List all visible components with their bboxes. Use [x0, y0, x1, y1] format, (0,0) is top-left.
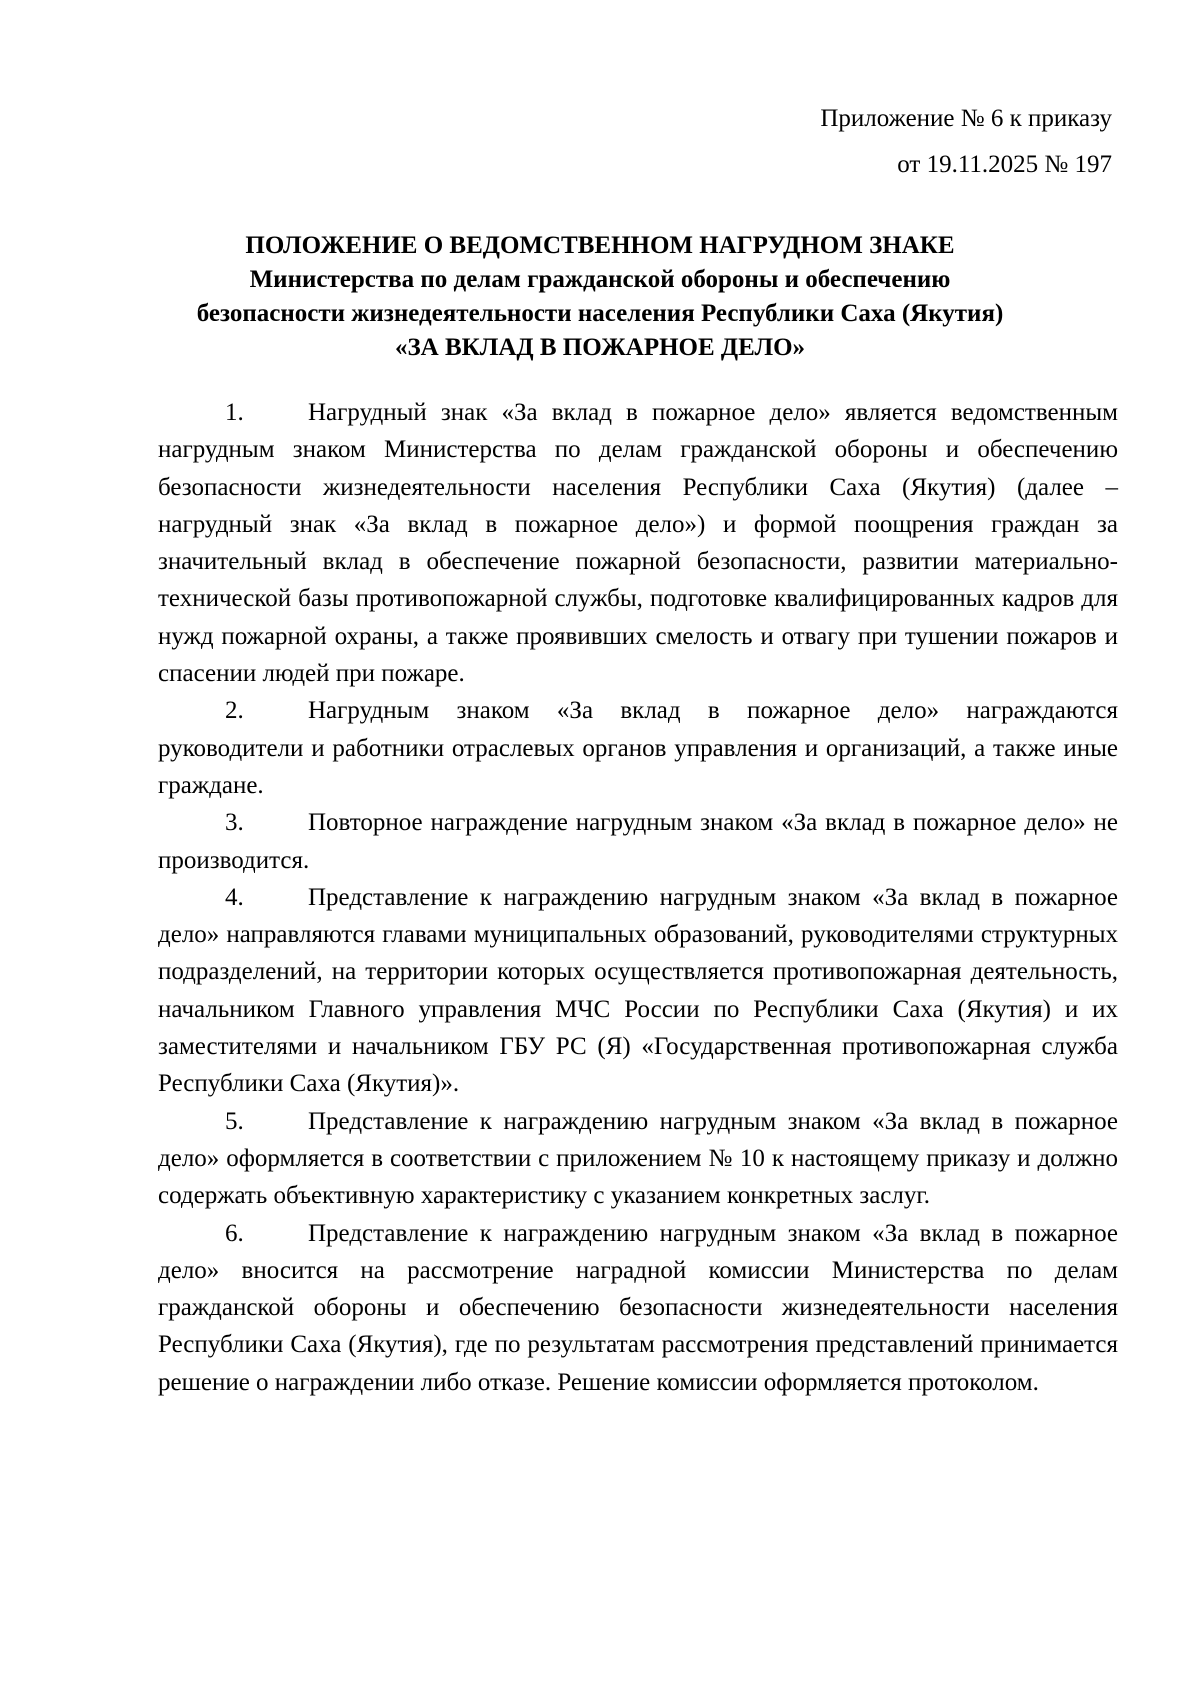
paragraph-text: Повторное награждение нагрудным знаком «За вклад в пожарное дело» не производится. — [158, 809, 1118, 874]
paragraph-number: 2. — [225, 697, 244, 725]
paragraph-text: Нагрудный знак «За вклад в пожарное дело» является ведомственным нагрудным знаком Министерства по делам гражданской обороны и обеспечению безопасности жизнедеятельности населения Республики Саха (Якутия) (далее – нагрудный знак «За вклад в пожарное дело») и формой поощрения граждан за значительный вклад в обеспечение пожарной безопасности, развитии материально-технической базы противопожарной службы, подготовке квалифицированных кадров для нужд пожарной охраны, а также проявивших смелость и отвагу при тушении пожаров и спасении людей при пожаре. — [158, 399, 1118, 688]
paragraph-number: 1. — [225, 399, 244, 426]
appendix-header — [820, 96, 1112, 188]
title-line-1: ПОЛОЖЕНИЕ О ВЕДОМСТВЕННОМ НАГРУДНОМ ЗНАКЕ — [245, 232, 955, 259]
paragraph-4 — [158, 879, 1118, 1103]
document-body — [158, 394, 1118, 1401]
paragraph-6 — [158, 1215, 1118, 1401]
paragraph-number: 5. — [225, 1107, 244, 1135]
paragraph-text: Представление к награждению нагрудным знаком «За вклад в пожарное дело» оформляется в соответствии с приложением № 10 к настоящему приказу и должно содержать объективную характеристику с указанием конкретных заслуг. — [158, 1107, 1118, 1210]
document-title — [112, 229, 1088, 365]
title-line-2: Министерства по делам гражданской обороны и обеспечению — [249, 266, 951, 293]
appendix-reference: Приложение № 6 к приказу — [820, 105, 1112, 132]
paragraph-1 — [158, 394, 1118, 692]
paragraph-2 — [158, 692, 1118, 804]
paragraph-5 — [158, 1103, 1118, 1215]
title-line-3: безопасности жизнедеятельности населения Республики Саха (Якутия) — [196, 300, 1004, 327]
order-date-number: от 19.11.2025 № 197 — [897, 151, 1112, 178]
paragraph-text: Нагрудным знаком «За вклад в пожарное дело» награждаются руководители и работники отраслевых органов управления и организаций, а также иные граждане. — [158, 697, 1118, 799]
paragraph-number: 4. — [225, 883, 244, 911]
paragraph-text: Представление к награждению нагрудным знаком «За вклад в пожарное дело» направляются главами муниципальных образований, руководителями структурных подразделений, на территории которых осуществляется противопожарная деятельность, начальником Главного управления МЧС России по Республики Саха (Якутия) и их заместителями и начальником ГБУ РС (Я) «Государственная противопожарная служба Республики Саха (Якутия)». — [158, 883, 1118, 1098]
paragraph-number: 6. — [225, 1219, 244, 1247]
paragraph-3 — [158, 804, 1118, 879]
paragraph-text: Представление к награждению нагрудным знаком «За вклад в пожарное дело» вносится на рассмотрение наградной комиссии Министерства по делам гражданской обороны и обеспечению безопасности жизнедеятельности населения Республики Саха (Якутия), где по результатам рассмотрения представлений принимается решение о награждении либо отказе. Решение комиссии оформляется протоколом. — [158, 1219, 1118, 1396]
paragraph-number: 3. — [225, 809, 244, 837]
title-line-4: «ЗА ВКЛАД В ПОЖАРНОЕ ДЕЛО» — [394, 334, 806, 361]
